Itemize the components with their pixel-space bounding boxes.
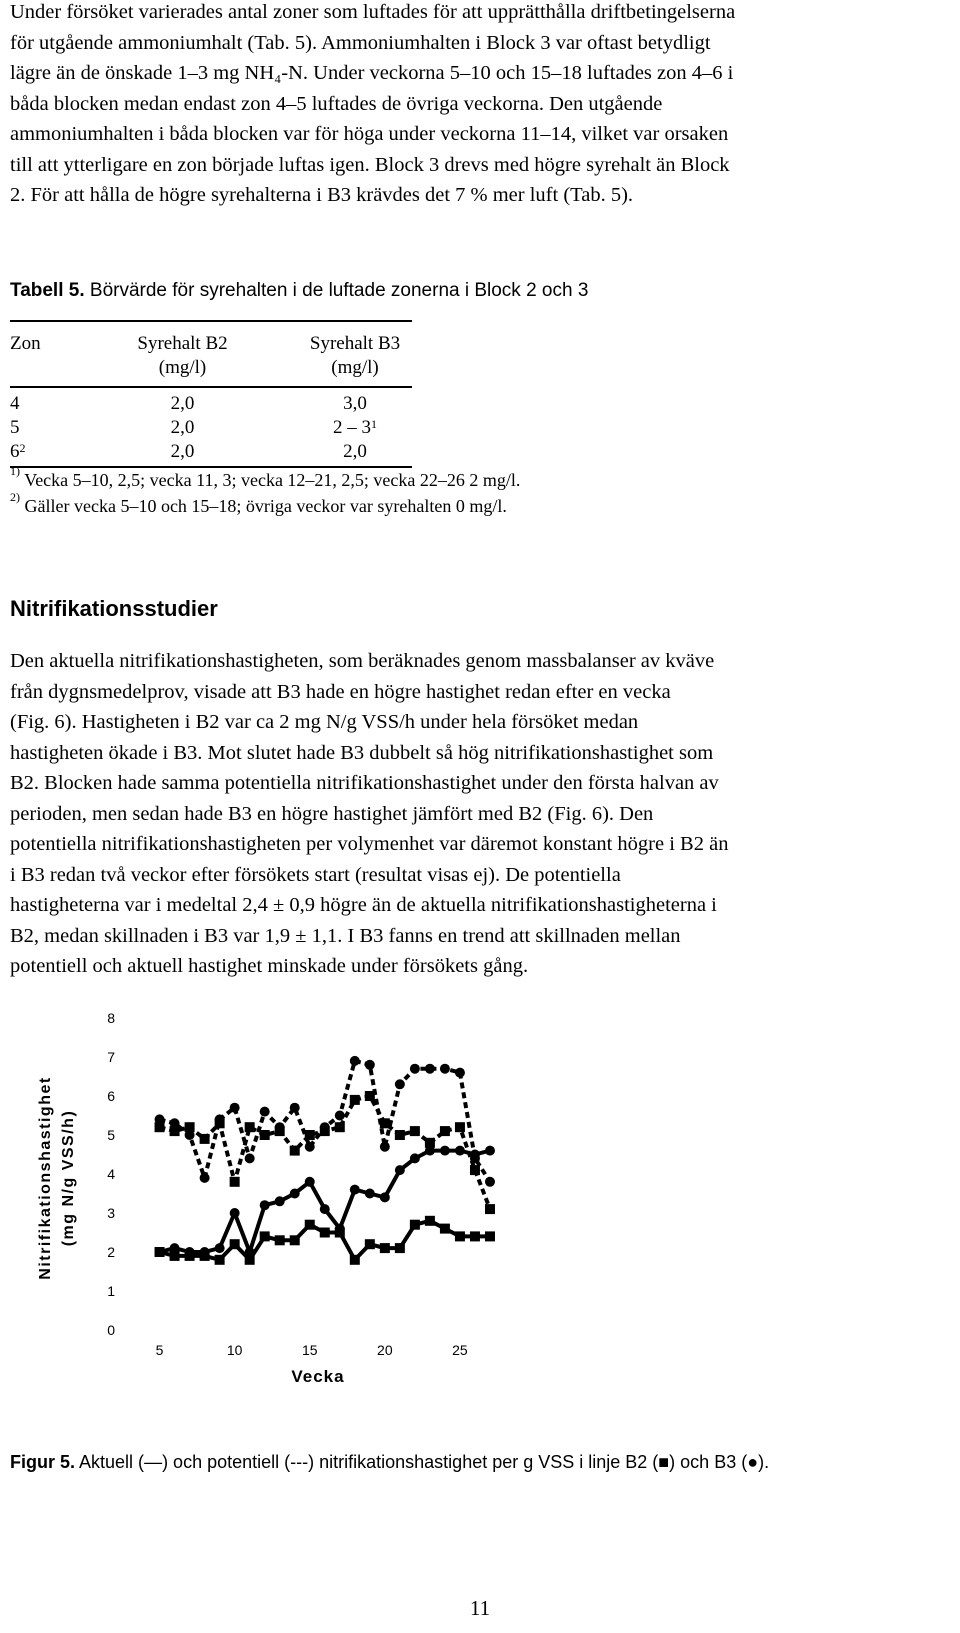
circle-marker bbox=[485, 1146, 495, 1156]
table-header-unit-row bbox=[10, 356, 412, 380]
circle-marker bbox=[365, 1060, 375, 1070]
header-b2-unit: (mg/l) bbox=[158, 357, 207, 378]
intro-paragraph bbox=[10, 0, 950, 211]
text-line: från dygnsmedelprov, visade att B3 hade en högre hastighet redan efter en vecka bbox=[10, 680, 671, 703]
cell-b2: 2,0 bbox=[170, 417, 195, 438]
circle-marker bbox=[290, 1103, 300, 1113]
text-line: B2, medan skillnaden i B3 var 1,9 ± 1,1. I B3 fanns en trend att skillnaden mellan bbox=[10, 924, 681, 947]
page-number: 11 bbox=[469, 1596, 491, 1620]
footnote-mark: 1) bbox=[10, 464, 20, 478]
x-tick-label: 10 bbox=[226, 1342, 243, 1358]
square-marker bbox=[275, 1235, 285, 1245]
y-tick-label: 1 bbox=[107, 1283, 115, 1299]
cell-b2: 2,0 bbox=[170, 393, 195, 414]
circle-marker bbox=[440, 1146, 450, 1156]
square-marker bbox=[455, 1231, 465, 1241]
circle-marker bbox=[230, 1103, 240, 1113]
y-tick-label: 5 bbox=[107, 1127, 115, 1143]
y-tick-label: 8 bbox=[107, 1010, 115, 1026]
circle-marker bbox=[320, 1122, 330, 1132]
circle-marker-symbol: ● bbox=[747, 1452, 759, 1472]
circle-marker bbox=[305, 1142, 315, 1152]
circle-marker bbox=[245, 1247, 255, 1257]
square-marker bbox=[290, 1235, 300, 1245]
circle-marker bbox=[275, 1196, 285, 1206]
circle-marker bbox=[215, 1243, 225, 1253]
circle-marker bbox=[260, 1200, 270, 1210]
caption-text: ). bbox=[758, 1452, 770, 1472]
cell-zon: 5 bbox=[10, 417, 20, 438]
square-marker bbox=[380, 1243, 390, 1253]
header-b2: Syrehalt B2 bbox=[137, 333, 228, 354]
text-line: Den aktuella nitrifikationshastigheten, som beräknades genom massbalanser av kväve bbox=[10, 650, 715, 672]
circle-marker bbox=[380, 1142, 390, 1152]
square-marker bbox=[245, 1122, 255, 1132]
cell-b2: 2,0 bbox=[170, 441, 195, 462]
table-caption-text: Börvärde för syrehalten i de luftade zonerna i Block 2 och 3 bbox=[89, 280, 589, 301]
x-tick-label: 15 bbox=[301, 1342, 318, 1358]
circle-marker bbox=[305, 1177, 315, 1187]
square-marker bbox=[455, 1122, 465, 1132]
x-tick-label: 20 bbox=[377, 1342, 393, 1358]
circle-marker bbox=[200, 1247, 210, 1257]
table-row bbox=[10, 392, 412, 416]
text-line: 2. För att hålla de högre syrehalterna i B3 krävdes det 7 % mer luft (Tab. 5). bbox=[10, 184, 634, 206]
text-line: ammoniumhalten i båda blocken var för höga under veckorna 11–14, vilket var orsaken bbox=[10, 123, 729, 145]
circle-marker bbox=[425, 1146, 435, 1156]
header-b3-unit: (mg/l) bbox=[331, 357, 379, 378]
circle-marker bbox=[215, 1114, 225, 1124]
header-b3: Syrehalt B3 bbox=[309, 333, 401, 354]
section-heading: Nitrifikationsstudier bbox=[10, 596, 218, 621]
cell-b3: $2 - 3^1$ bbox=[333, 417, 377, 438]
footnote-mark: 2) bbox=[10, 490, 20, 504]
text-line: i B3 redan två veckor efter försökets start (resultat visas ej). De potentiella bbox=[10, 863, 621, 886]
y-tick-label: 4 bbox=[107, 1166, 115, 1182]
x-axis-label: Vecka bbox=[291, 1367, 345, 1386]
square-marker bbox=[335, 1122, 345, 1132]
table-header-rule bbox=[10, 386, 412, 388]
x-tick-label: 5 bbox=[155, 1342, 164, 1358]
caption-text: ) och potentiell ( bbox=[162, 1452, 291, 1472]
circle-marker bbox=[410, 1153, 420, 1163]
footnote-ref: 2 bbox=[19, 441, 26, 455]
circle-marker bbox=[395, 1079, 405, 1089]
square-marker bbox=[365, 1239, 375, 1249]
cell-b3: 2,0 bbox=[343, 441, 367, 462]
circle-marker bbox=[425, 1064, 435, 1074]
circle-marker bbox=[275, 1122, 285, 1132]
y-axis-label: Nitrifikationshastighet bbox=[37, 1076, 54, 1280]
circle-marker bbox=[155, 1114, 165, 1124]
circle-marker bbox=[260, 1107, 270, 1117]
square-marker bbox=[470, 1231, 480, 1241]
circle-marker bbox=[185, 1130, 195, 1140]
footnote-text: Vecka 5–10, 2,5; vecka 11, 3; vecka 12–21, 2,5; vecka 22–26 2 mg/l. bbox=[24, 470, 521, 490]
circle-marker bbox=[350, 1056, 360, 1066]
square-marker-symbol: ■ bbox=[658, 1452, 670, 1472]
text-line: (Fig. 6). Hastigheten i B2 var ca 2 mg N/g VSS/h under hela försöket medan bbox=[10, 711, 639, 733]
circle-marker bbox=[455, 1068, 465, 1078]
circle-marker bbox=[335, 1111, 345, 1121]
circle-marker bbox=[200, 1173, 210, 1183]
dashed-line-symbol: --- bbox=[290, 1452, 309, 1472]
text-line: båda blocken medan endast zon 4–5 luftades de övriga veckorna. Den utgående bbox=[10, 92, 663, 115]
caption-text: Aktuell ( bbox=[79, 1452, 145, 1472]
circle-marker bbox=[155, 1247, 165, 1257]
circle-marker bbox=[440, 1064, 450, 1074]
caption-text: ) och B3 ( bbox=[669, 1452, 748, 1472]
square-marker bbox=[440, 1224, 450, 1234]
square-marker bbox=[200, 1134, 210, 1144]
square-marker bbox=[485, 1204, 495, 1214]
text-line: potentiell och aktuell hastighet minskade under försökets gång. bbox=[10, 955, 529, 977]
y-tick-label: 0 bbox=[107, 1322, 115, 1338]
square-marker bbox=[410, 1220, 420, 1230]
square-marker bbox=[485, 1231, 495, 1241]
y-tick-label: 6 bbox=[107, 1088, 115, 1104]
text-line: perioden, men sedan hade B3 en högre hastighet jämfört med B2 (Fig. 6). Den bbox=[10, 802, 654, 825]
circle-marker bbox=[245, 1153, 255, 1163]
y-axis-label: (mg N/g VSS/h) bbox=[60, 1109, 77, 1247]
square-marker bbox=[290, 1146, 300, 1156]
circle-marker bbox=[410, 1064, 420, 1074]
figure-caption bbox=[10, 1452, 769, 1473]
header-zon: Zon bbox=[10, 333, 41, 354]
caption-text: ) nitrifikationshastighet per g VSS i linje B2 ( bbox=[308, 1452, 659, 1472]
circle-marker bbox=[170, 1118, 180, 1128]
chart-labels bbox=[37, 1010, 468, 1386]
square-marker bbox=[215, 1255, 225, 1265]
square-marker bbox=[305, 1220, 315, 1230]
text-line: till att ytterligare en zon började luftas igen. Block 3 drevs med högre syrehalt än Block bbox=[10, 153, 730, 176]
square-marker bbox=[410, 1126, 420, 1136]
square-marker bbox=[260, 1231, 270, 1241]
series-line bbox=[160, 1061, 491, 1182]
section-paragraph bbox=[10, 646, 950, 982]
square-marker bbox=[425, 1216, 435, 1226]
table-row bbox=[10, 440, 412, 464]
cell-b3: 3,0 bbox=[343, 393, 367, 414]
table-caption bbox=[10, 280, 588, 302]
y-tick-label: 3 bbox=[107, 1205, 115, 1221]
square-marker bbox=[350, 1095, 360, 1105]
text-line: hastigheterna var i medeltal 2,4 ± 0,9 högre än de aktuella nitrifikationshastigheterna i bbox=[10, 894, 717, 916]
text-line: B2. Blocken hade samma potentiella nitrifikationshastighet under den första halvan av bbox=[10, 772, 719, 794]
circle-marker bbox=[230, 1208, 240, 1218]
circle-marker bbox=[350, 1185, 360, 1195]
square-marker bbox=[440, 1126, 450, 1136]
table-row bbox=[10, 416, 412, 440]
square-marker bbox=[320, 1228, 330, 1238]
square-marker bbox=[395, 1243, 405, 1253]
text-line: potentiella nitrifikationshastigheten per volymenhet var däremot konstant högre i B2 än bbox=[10, 833, 729, 855]
y-tick-label: 7 bbox=[107, 1049, 115, 1065]
chart-series bbox=[155, 1056, 495, 1265]
circle-marker bbox=[470, 1150, 480, 1160]
square-marker bbox=[395, 1130, 405, 1140]
text-line: för utgående ammoniumhalt (Tab. 5). Ammoniumhalten i Block 3 var oftast betydligt bbox=[10, 31, 711, 54]
circle-marker bbox=[335, 1224, 345, 1234]
figure-label: Figur 5. bbox=[10, 1452, 76, 1472]
table-label: Tabell 5. bbox=[10, 280, 85, 301]
cell-zon: $6^2$ bbox=[10, 441, 26, 462]
text-line: lägre än de önskade 1–3 mg NH₄-N. Under veckorna 5–10 och 15–18 luftades zon 4–6 i bbox=[10, 62, 734, 84]
y-tick-label: 2 bbox=[107, 1244, 115, 1260]
x-tick-label: 25 bbox=[452, 1342, 468, 1358]
circle-marker bbox=[170, 1243, 180, 1253]
square-marker bbox=[230, 1239, 240, 1249]
circle-marker bbox=[395, 1165, 405, 1175]
square-marker bbox=[230, 1177, 240, 1187]
footnote-text: Gäller vecka 5–10 och 15–18; övriga veckor var syrehalten 0 mg/l. bbox=[24, 496, 507, 516]
nitrification-rate-chart bbox=[0, 1010, 540, 1435]
circle-marker bbox=[290, 1189, 300, 1199]
circle-marker bbox=[365, 1189, 375, 1199]
table-top-rule bbox=[10, 320, 412, 322]
table-footnote bbox=[10, 464, 521, 491]
table-bottom-rule bbox=[10, 466, 412, 468]
circle-marker bbox=[455, 1146, 465, 1156]
circle-marker bbox=[185, 1247, 195, 1257]
table-footnote bbox=[10, 490, 507, 517]
solid-line-symbol: — bbox=[144, 1452, 163, 1472]
text-line: hastigheten ökade i B3. Mot slutet hade B3 dubbelt så hög nitrifikationshastighet som bbox=[10, 741, 714, 764]
circle-marker bbox=[380, 1192, 390, 1202]
cell-zon: 4 bbox=[10, 393, 20, 414]
square-marker bbox=[260, 1130, 270, 1140]
square-marker bbox=[350, 1255, 360, 1265]
circle-marker bbox=[320, 1204, 330, 1214]
table-header-row bbox=[10, 332, 412, 356]
text-line: Under försöket varierades antal zoner som luftades för att upprätthålla driftbetingelserna bbox=[10, 1, 736, 23]
circle-marker bbox=[485, 1177, 495, 1187]
footnote-ref: 1 bbox=[371, 417, 377, 431]
